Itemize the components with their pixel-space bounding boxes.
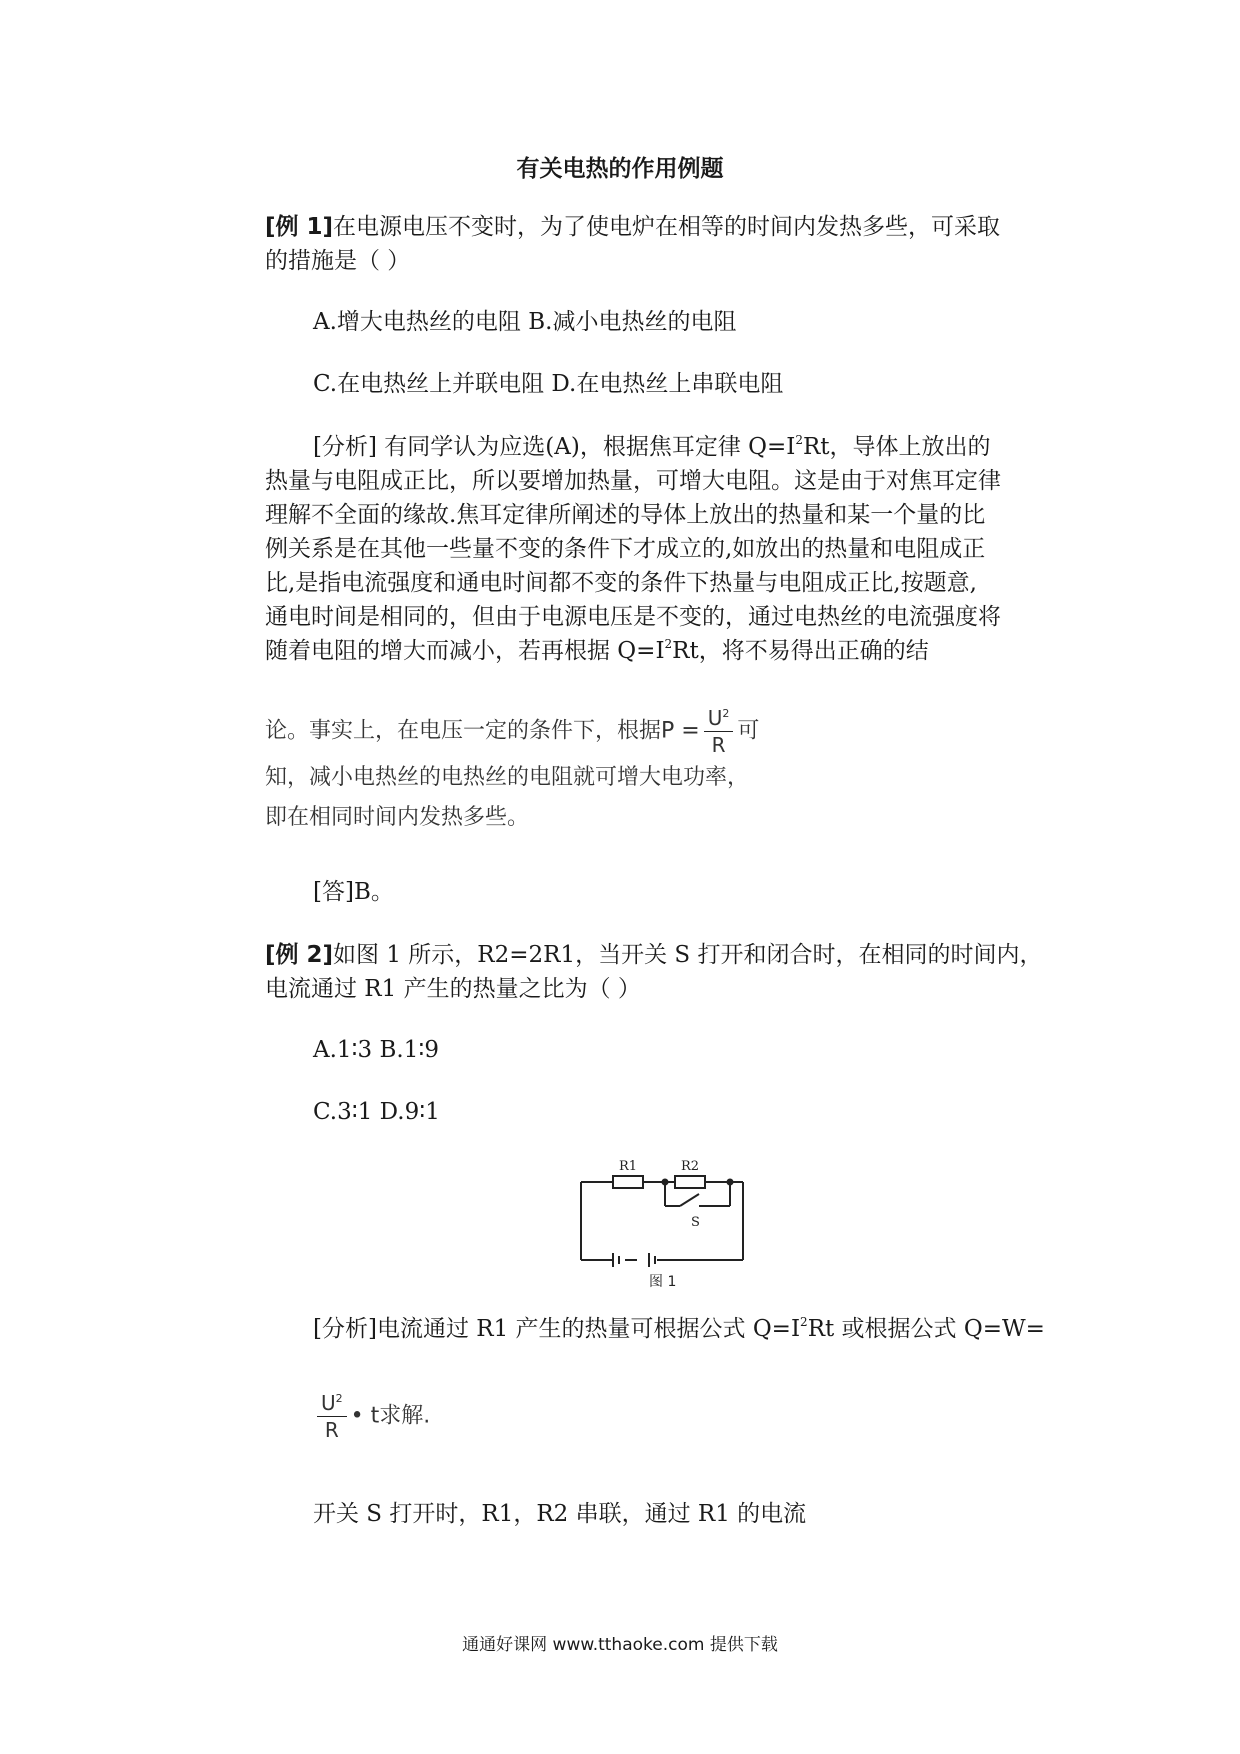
ex1-answer: [答]B。 <box>313 879 394 905</box>
figure-caption: 图 1 <box>649 1274 677 1290</box>
s-label: S <box>691 1215 700 1230</box>
conclusion-line3: 即在相同时间内发热多些。 <box>265 805 530 830</box>
conclusion-line1: 论。事实上，在电压一定的条件下，根据P = $\frac{U^2}{R}$ 可 <box>265 706 760 757</box>
page-footer: 通通好课网 www.tthaoke.com 提供下载 <box>462 1635 778 1655</box>
resistor-r1 <box>613 1176 643 1188</box>
analysis-line7: 随着电阻的增大而减小，若再根据 $Q=I^2Rt$，将不易得出正确的结 <box>265 637 929 664</box>
ex1-options-cd: C.在电热丝上并联电阻 D.在电热丝上串联电阻 <box>313 371 784 397</box>
r1-label: R1 <box>619 1159 638 1174</box>
analysis-line4: 例关系是在其他一些量不变的条件下才成立的,如放出的热量和电阻成正 <box>265 536 986 562</box>
page-title: 有关电热的作用例题 <box>516 156 724 182</box>
formula-tail: • t求解. <box>350 1403 431 1429</box>
ex2-analysis: [分析]电流通过 R1 产生的热量可根据公式 $Q=I^2Rt$ 或根据公式 Q=W= <box>313 1315 1045 1342</box>
ex2-line2: 电流通过 R1 产生的热量之比为（ ） <box>265 976 641 1002</box>
ex2-options-cd: C.3∶1 D.9∶1 <box>313 1099 440 1125</box>
formula-fraction: $\frac{U^2}{R}$ <box>317 1390 347 1443</box>
ex2-last-line: 开关 S 打开时，R1，R2 串联，通过 R1 的电流 <box>313 1501 807 1527</box>
circuit-diagram <box>575 1150 755 1290</box>
analysis-line2: 热量与电阻成正比，所以要增加热量，可增大电阻。这是由于对焦耳定律 <box>265 468 1001 494</box>
conclusion-line2: 知，减小电热丝的电热丝的电阻就可增大电功率， <box>265 765 750 790</box>
ex2-tag: [例 2] <box>265 942 334 968</box>
analysis-line5: 比,是指电流强度和通电时间都不变的条件下热量与电阻成正比,按题意, <box>265 570 977 596</box>
analysis-line3: 理解不全面的缘故.焦耳定律所阐述的导体上放出的热量和某一个量的比 <box>265 502 986 528</box>
ex1-tag: [例 1] <box>265 214 334 240</box>
resistor-r2 <box>675 1176 705 1188</box>
switch-s <box>680 1194 699 1206</box>
r2-label: R2 <box>681 1159 700 1174</box>
analysis-line1: [分析] 有同学认为应选(A)，根据焦耳定律 $Q=I^2Rt$，导体上放出的 <box>313 433 991 460</box>
ex1-options-ab: A.增大电热丝的电阻 B.减小电热丝的电阻 <box>313 309 737 335</box>
ex1-question <box>265 210 1065 278</box>
ex2-formula-image <box>313 1390 430 1443</box>
ex1-line1: 在电源电压不变时，为了使电炉在相等的时间内发热多些，可采取 <box>333 214 1001 240</box>
ex1-conclusion-image <box>265 705 759 838</box>
ex2-question <box>265 938 1065 1006</box>
ex1-analysis <box>265 430 1065 668</box>
ex1-line2: 的措施是（ ） <box>265 248 411 274</box>
analysis-line6: 通电时间是相同的，但由于电源电压是不变的，通过电热丝的电流强度将 <box>265 604 1001 630</box>
power-fraction: $\frac{U^2}{R}$ <box>704 705 734 758</box>
ex2-options-ab: A.1∶3 B.1∶9 <box>313 1037 439 1063</box>
ex2-line1: 如图 1 所示，R2=2R1，当开关 S 打开和闭合时，在相同的时间内， <box>333 942 1043 968</box>
